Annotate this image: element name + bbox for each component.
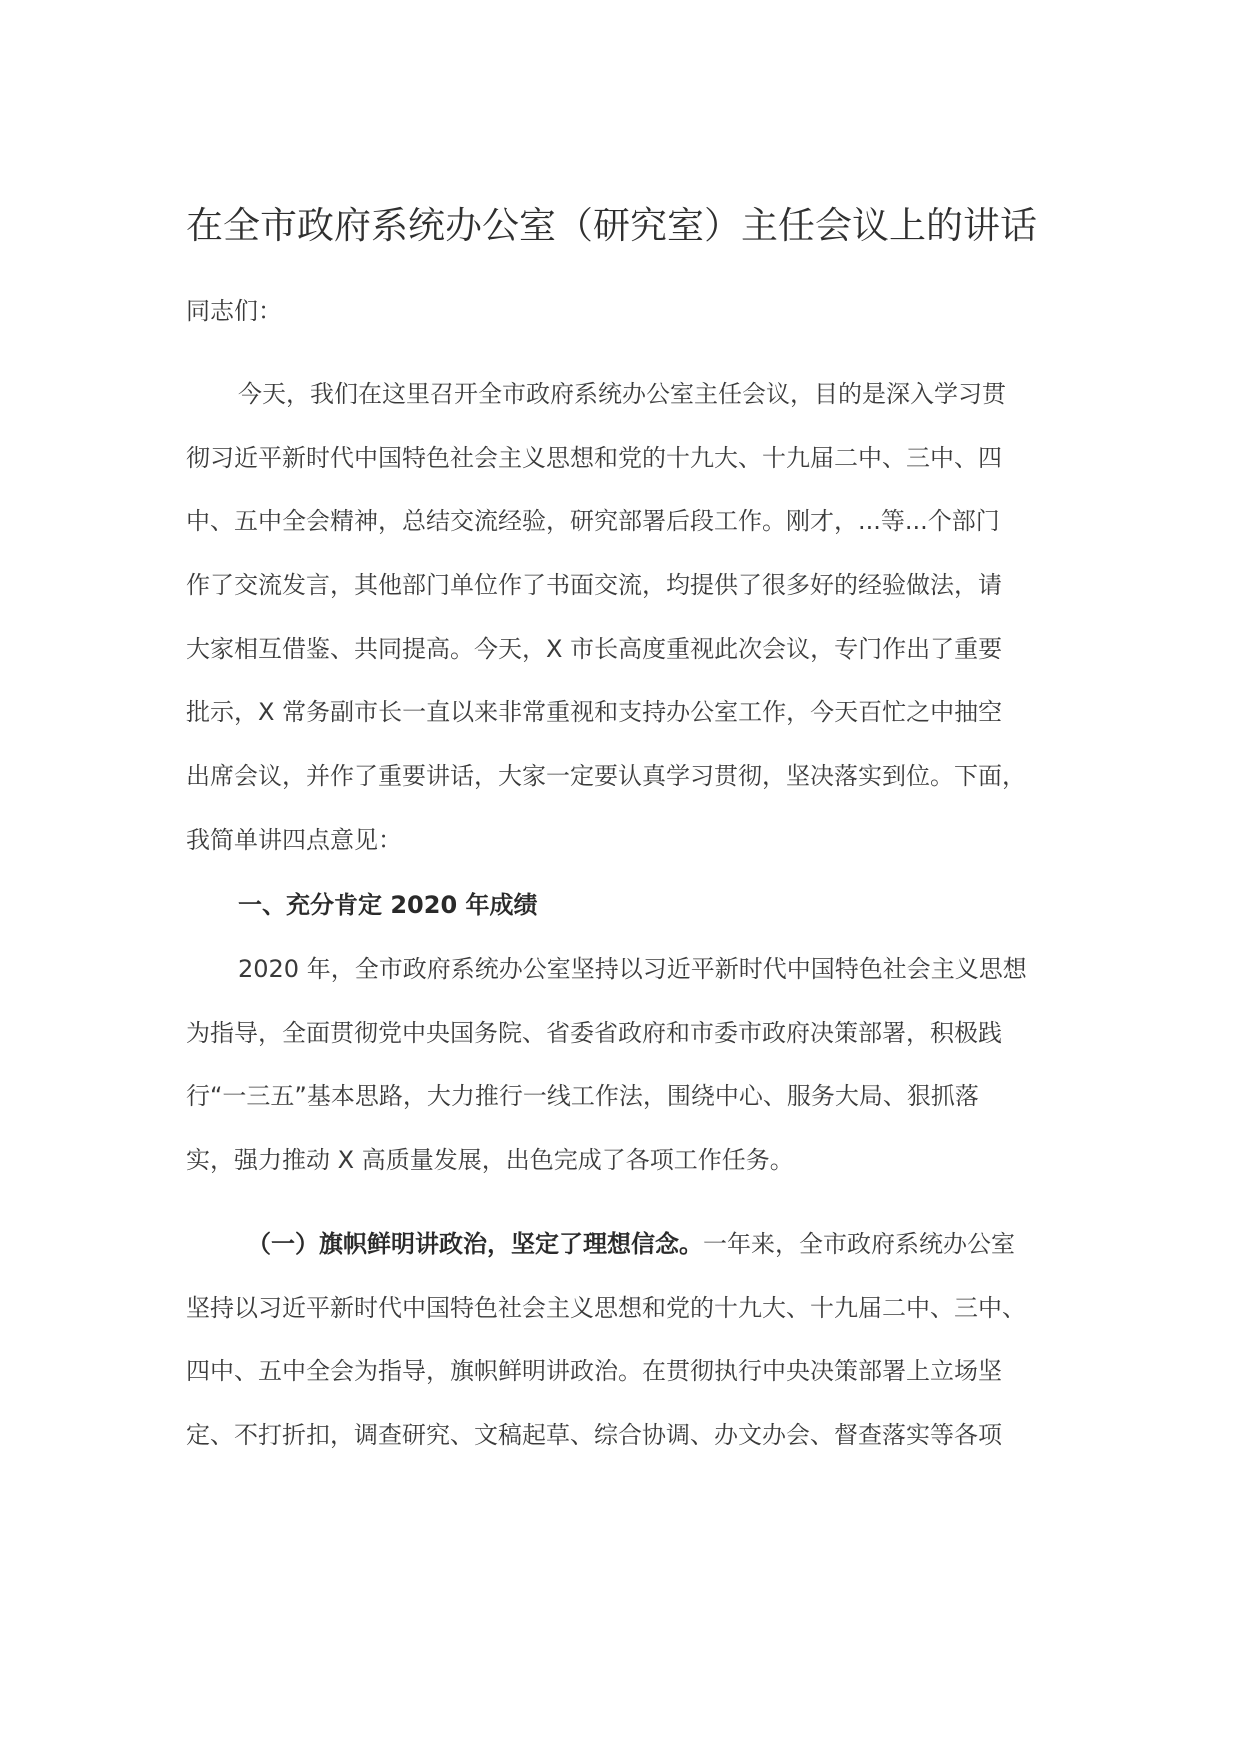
paragraph-line: 大家相互借鉴、共同提高。今天，X 市长高度重视此次会议，专门作出了重要 [186, 635, 1003, 663]
subsection-heading: （一）旗帜鲜明讲政治，坚定了理想信念。 [247, 1230, 703, 1258]
subsection-text: 一年来，全市政府系统办公室 [703, 1230, 1015, 1258]
paragraph-line: 出席会议，并作了重要讲话，大家一定要认真学习贯彻，坚决落实到位。下面， [186, 762, 1026, 790]
document-title: 在全市政府系统办公室（研究室）主任会议上的讲话 [186, 204, 1037, 247]
paragraph-line: 实，强力推动 X 高质量发展，出色完成了各项工作任务。 [186, 1146, 794, 1174]
section-heading: 一、充分肯定 2020 年成绩 [238, 891, 538, 919]
subsection-first-line [247, 1226, 1015, 1262]
paragraph-line: 批示，X 常务副市长一直以来非常重视和支持办公室工作，今天百忙之中抽空 [186, 698, 1003, 726]
paragraph-line: 作了交流发言，其他部门单位作了书面交流，均提供了很多好的经验做法，请 [186, 571, 1002, 599]
paragraph-line: 定、不打折扣，调查研究、文稿起草、综合协调、办文办会、督查落实等各项 [186, 1421, 1002, 1449]
paragraph-line: 坚持以习近平新时代中国特色社会主义思想和党的十九大、十九届二中、三中、 [186, 1294, 1026, 1322]
paragraph-line: 2020 年，全市政府系统办公室坚持以习近平新时代中国特色社会主义思想 [238, 955, 1027, 983]
salutation: 同志们： [186, 297, 282, 325]
paragraph-line: 为指导，全面贯彻党中央国务院、省委省政府和市委市政府决策部署，积极践 [186, 1019, 1002, 1047]
paragraph-line: 彻习近平新时代中国特色社会主义思想和党的十九大、十九届二中、三中、四 [186, 444, 1002, 472]
paragraph-line: 四中、五中全会为指导，旗帜鲜明讲政治。在贯彻执行中央决策部署上立场坚 [186, 1357, 1002, 1385]
paragraph-line: 今天，我们在这里召开全市政府系统办公室主任会议，目的是深入学习贯 [238, 380, 1006, 408]
paragraph-line: 中、五中全会精神，总结交流经验，研究部署后段工作。刚才，...等...个部门 [186, 507, 1000, 535]
paragraph-line: 我简单讲四点意见： [186, 826, 402, 854]
paragraph-line: 行“一三五”基本思路，大力推行一线工作法，围绕中心、服务大局、狠抓落 [186, 1082, 979, 1110]
